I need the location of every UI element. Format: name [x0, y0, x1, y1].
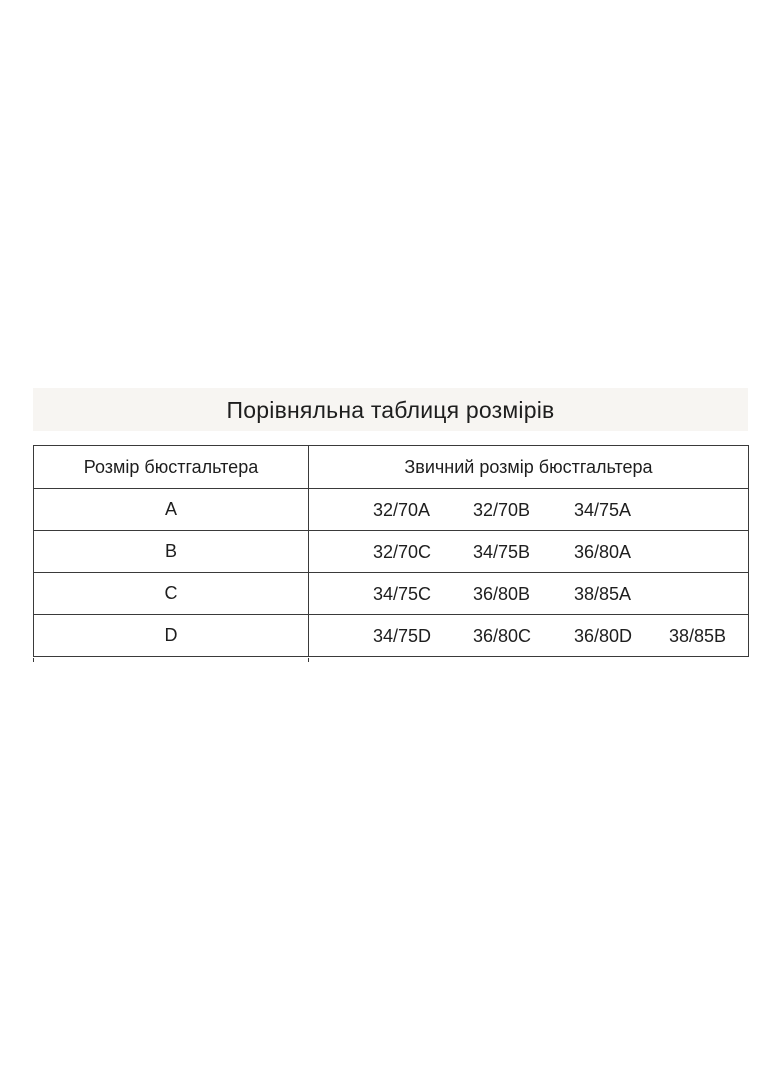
table-row: [34, 531, 749, 573]
table-row: [34, 615, 749, 657]
cup-cell: D: [34, 615, 309, 657]
size-value: 36/80A: [574, 542, 632, 562]
size-value: 36/80D: [574, 626, 633, 646]
cup-cell: A: [34, 489, 309, 531]
page-title: Порівняльна таблиця розмірів: [226, 397, 555, 423]
size-value: 36/80B: [473, 584, 531, 604]
sizes-cell: [309, 615, 749, 657]
size-value: 34/75D: [373, 626, 432, 646]
table-header-row: [34, 446, 749, 489]
sizes-cell: [309, 573, 749, 615]
size-value: 34/75A: [574, 500, 632, 520]
cup-cell: C: [34, 573, 309, 615]
table-border-stub: [308, 658, 309, 662]
size-value: 38/85A: [574, 584, 632, 604]
cup-cell: B: [34, 531, 309, 573]
table-row: [34, 489, 749, 531]
table-row: [34, 573, 749, 615]
sizes-cell: [309, 489, 749, 531]
size-value: 32/70C: [373, 542, 432, 562]
size-value: 32/70B: [473, 500, 531, 520]
size-value: 36/80C: [473, 626, 532, 646]
sizes-cell: [309, 531, 749, 573]
size-comparison-table: [33, 445, 749, 657]
size-value: 34/75C: [373, 584, 432, 604]
size-value: 38/85B: [669, 626, 727, 646]
size-value: 34/75B: [473, 542, 531, 562]
title-band: [33, 388, 748, 431]
header-usual-bra-size: Звичний розмір бюстгальтера: [309, 446, 749, 489]
header-bra-size: Розмір бюстгальтера: [34, 446, 309, 489]
table-border-stub: [33, 658, 34, 662]
size-value: 32/70A: [373, 500, 431, 520]
